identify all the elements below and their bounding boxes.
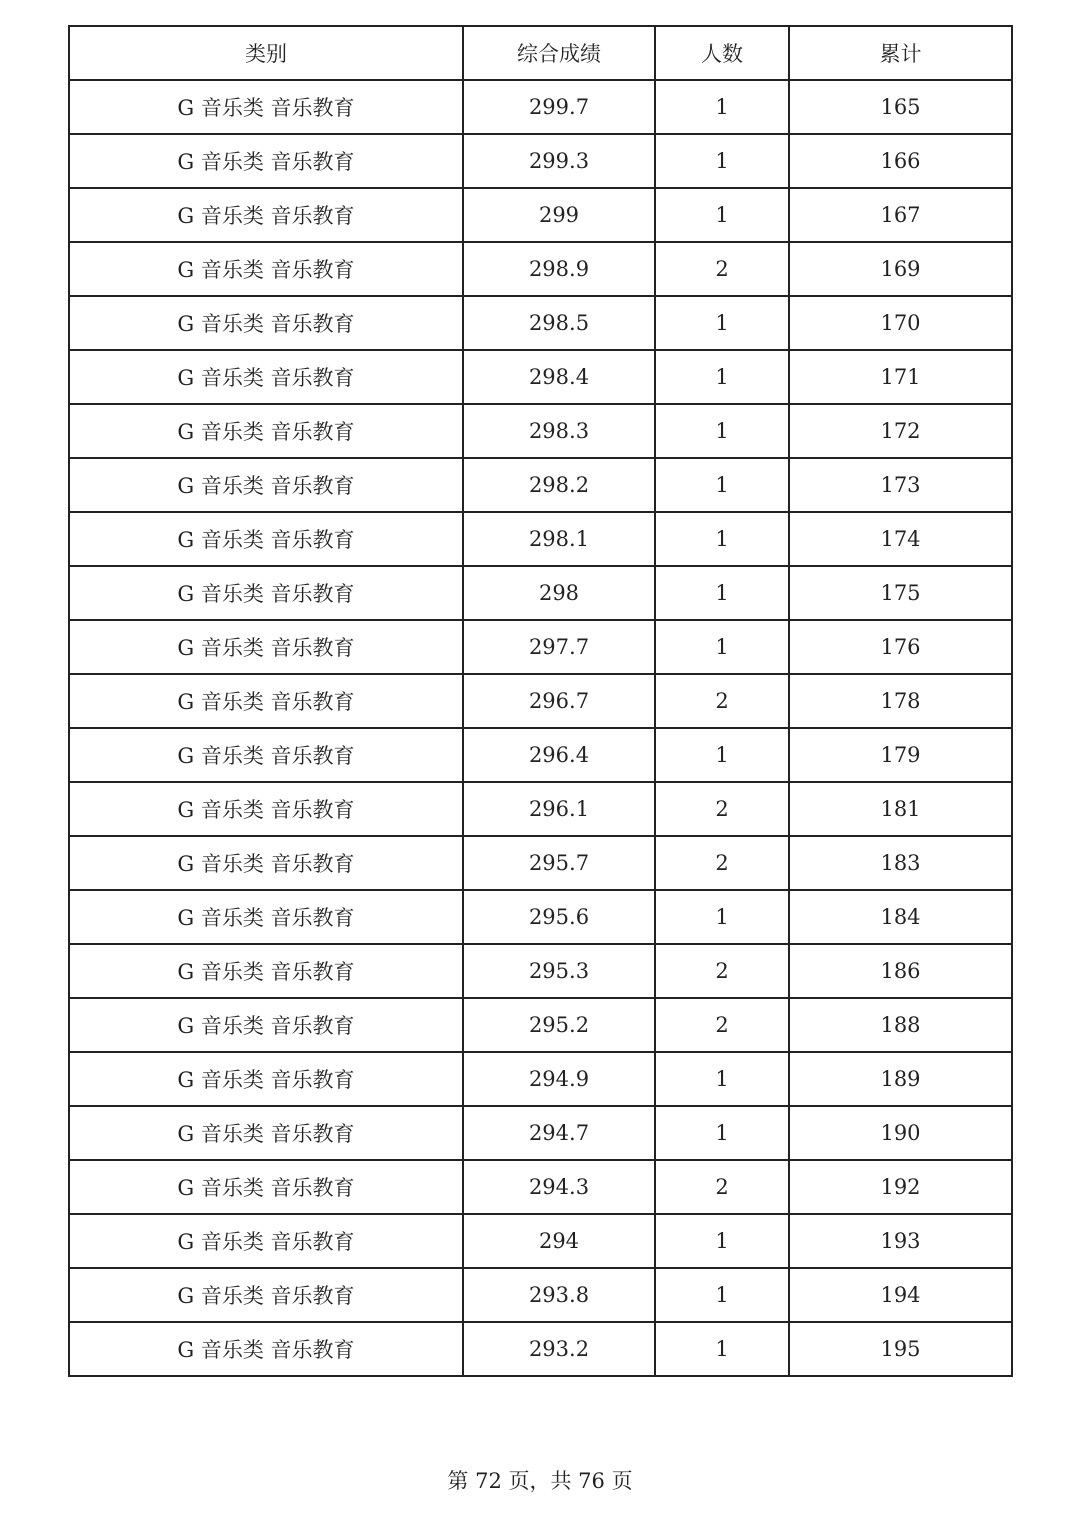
- cell-cumulative: 189: [789, 1052, 1012, 1106]
- cell-category: G 音乐类 音乐教育: [69, 188, 463, 242]
- cell-count: 1: [655, 404, 789, 458]
- cell-count: 2: [655, 674, 789, 728]
- table-row: [69, 674, 1012, 728]
- cell-composite-score: 298.2: [463, 458, 655, 512]
- table-row: [69, 782, 1012, 836]
- cell-composite-score: 298.3: [463, 404, 655, 458]
- cell-category: G 音乐类 音乐教育: [69, 674, 463, 728]
- cell-cumulative: 181: [789, 782, 1012, 836]
- cell-composite-score: 296.7: [463, 674, 655, 728]
- page-footer: 第 72 页，共 76 页: [447, 1469, 633, 1493]
- table-row: [69, 620, 1012, 674]
- cell-count: 2: [655, 944, 789, 998]
- cell-count: 1: [655, 512, 789, 566]
- cell-cumulative: 195: [789, 1322, 1012, 1376]
- header-composite-score: 综合成绩: [463, 26, 655, 80]
- cell-count: 1: [655, 566, 789, 620]
- cell-composite-score: 298.9: [463, 242, 655, 296]
- cell-category: G 音乐类 音乐教育: [69, 296, 463, 350]
- cell-count: 1: [655, 1268, 789, 1322]
- header-cumulative: 累计: [789, 26, 1012, 80]
- cell-count: 1: [655, 1106, 789, 1160]
- cell-count: 1: [655, 1214, 789, 1268]
- table-row: [69, 134, 1012, 188]
- cell-composite-score: 298: [463, 566, 655, 620]
- table-row: [69, 512, 1012, 566]
- cell-category: G 音乐类 音乐教育: [69, 566, 463, 620]
- cell-cumulative: 171: [789, 350, 1012, 404]
- cell-category: G 音乐类 音乐教育: [69, 404, 463, 458]
- cell-composite-score: 296.1: [463, 782, 655, 836]
- cell-cumulative: 170: [789, 296, 1012, 350]
- cell-composite-score: 295.3: [463, 944, 655, 998]
- table-row: [69, 1160, 1012, 1214]
- table-body: [69, 80, 1012, 1376]
- table-row: [69, 1052, 1012, 1106]
- cell-category: G 音乐类 音乐教育: [69, 620, 463, 674]
- cell-composite-score: 298.1: [463, 512, 655, 566]
- cell-category: G 音乐类 音乐教育: [69, 350, 463, 404]
- cell-composite-score: 299: [463, 188, 655, 242]
- cell-cumulative: 179: [789, 728, 1012, 782]
- table-row: [69, 1214, 1012, 1268]
- cell-count: 2: [655, 242, 789, 296]
- cell-count: 1: [655, 890, 789, 944]
- cell-category: G 音乐类 音乐教育: [69, 512, 463, 566]
- cell-category: G 音乐类 音乐教育: [69, 1322, 463, 1376]
- cell-composite-score: 298.5: [463, 296, 655, 350]
- cell-cumulative: 186: [789, 944, 1012, 998]
- cell-count: 2: [655, 836, 789, 890]
- cell-cumulative: 190: [789, 1106, 1012, 1160]
- cell-category: G 音乐类 音乐教育: [69, 1160, 463, 1214]
- cell-count: 1: [655, 728, 789, 782]
- cell-cumulative: 192: [789, 1160, 1012, 1214]
- cell-count: 2: [655, 782, 789, 836]
- cell-count: 1: [655, 296, 789, 350]
- cell-cumulative: 169: [789, 242, 1012, 296]
- cell-category: G 音乐类 音乐教育: [69, 1052, 463, 1106]
- cell-category: G 音乐类 音乐教育: [69, 944, 463, 998]
- cell-composite-score: 299.7: [463, 80, 655, 134]
- cell-composite-score: 293.2: [463, 1322, 655, 1376]
- table-row: [69, 1106, 1012, 1160]
- cell-composite-score: 294: [463, 1214, 655, 1268]
- cell-count: 1: [655, 620, 789, 674]
- cell-category: G 音乐类 音乐教育: [69, 134, 463, 188]
- table-row: [69, 1322, 1012, 1376]
- cell-composite-score: 295.7: [463, 836, 655, 890]
- cell-cumulative: 165: [789, 80, 1012, 134]
- cell-count: 1: [655, 80, 789, 134]
- cell-cumulative: 166: [789, 134, 1012, 188]
- table-row: [69, 80, 1012, 134]
- table-row: [69, 836, 1012, 890]
- cell-category: G 音乐类 音乐教育: [69, 836, 463, 890]
- cell-cumulative: 184: [789, 890, 1012, 944]
- cell-category: G 音乐类 音乐教育: [69, 458, 463, 512]
- cell-count: 1: [655, 188, 789, 242]
- table-row: [69, 242, 1012, 296]
- cell-cumulative: 167: [789, 188, 1012, 242]
- cell-count: 1: [655, 1322, 789, 1376]
- table-row: [69, 458, 1012, 512]
- cell-cumulative: 194: [789, 1268, 1012, 1322]
- table-row: [69, 296, 1012, 350]
- table-row: [69, 728, 1012, 782]
- cell-cumulative: 173: [789, 458, 1012, 512]
- cell-composite-score: 295.6: [463, 890, 655, 944]
- table-row: [69, 1268, 1012, 1322]
- cell-composite-score: 299.3: [463, 134, 655, 188]
- cell-composite-score: 294.7: [463, 1106, 655, 1160]
- cell-category: G 音乐类 音乐教育: [69, 1106, 463, 1160]
- cell-composite-score: 297.7: [463, 620, 655, 674]
- cell-cumulative: 174: [789, 512, 1012, 566]
- cell-count: 1: [655, 134, 789, 188]
- cell-category: G 音乐类 音乐教育: [69, 890, 463, 944]
- table-row: [69, 404, 1012, 458]
- cell-count: 2: [655, 998, 789, 1052]
- table-row: [69, 944, 1012, 998]
- cell-category: G 音乐类 音乐教育: [69, 782, 463, 836]
- cell-category: G 音乐类 音乐教育: [69, 1268, 463, 1322]
- cell-composite-score: 298.4: [463, 350, 655, 404]
- cell-category: G 音乐类 音乐教育: [69, 998, 463, 1052]
- header-category: 类别: [69, 26, 463, 80]
- table-row: [69, 566, 1012, 620]
- cell-category: G 音乐类 音乐教育: [69, 242, 463, 296]
- score-table: [68, 25, 1013, 1377]
- cell-cumulative: 176: [789, 620, 1012, 674]
- cell-count: 1: [655, 1052, 789, 1106]
- table-header: [69, 26, 1012, 80]
- cell-category: G 音乐类 音乐教育: [69, 728, 463, 782]
- cell-composite-score: 293.8: [463, 1268, 655, 1322]
- cell-category: G 音乐类 音乐教育: [69, 1214, 463, 1268]
- cell-cumulative: 188: [789, 998, 1012, 1052]
- cell-composite-score: 294.3: [463, 1160, 655, 1214]
- header-row: [69, 26, 1012, 80]
- cell-cumulative: 172: [789, 404, 1012, 458]
- cell-cumulative: 183: [789, 836, 1012, 890]
- cell-composite-score: 294.9: [463, 1052, 655, 1106]
- cell-composite-score: 296.4: [463, 728, 655, 782]
- cell-cumulative: 193: [789, 1214, 1012, 1268]
- cell-count: 2: [655, 1160, 789, 1214]
- table-row: [69, 350, 1012, 404]
- table-row: [69, 188, 1012, 242]
- cell-category: G 音乐类 音乐教育: [69, 80, 463, 134]
- table-row: [69, 998, 1012, 1052]
- cell-composite-score: 295.2: [463, 998, 655, 1052]
- cell-cumulative: 178: [789, 674, 1012, 728]
- cell-cumulative: 175: [789, 566, 1012, 620]
- cell-count: 1: [655, 350, 789, 404]
- table-row: [69, 890, 1012, 944]
- cell-count: 1: [655, 458, 789, 512]
- header-count: 人数: [655, 26, 789, 80]
